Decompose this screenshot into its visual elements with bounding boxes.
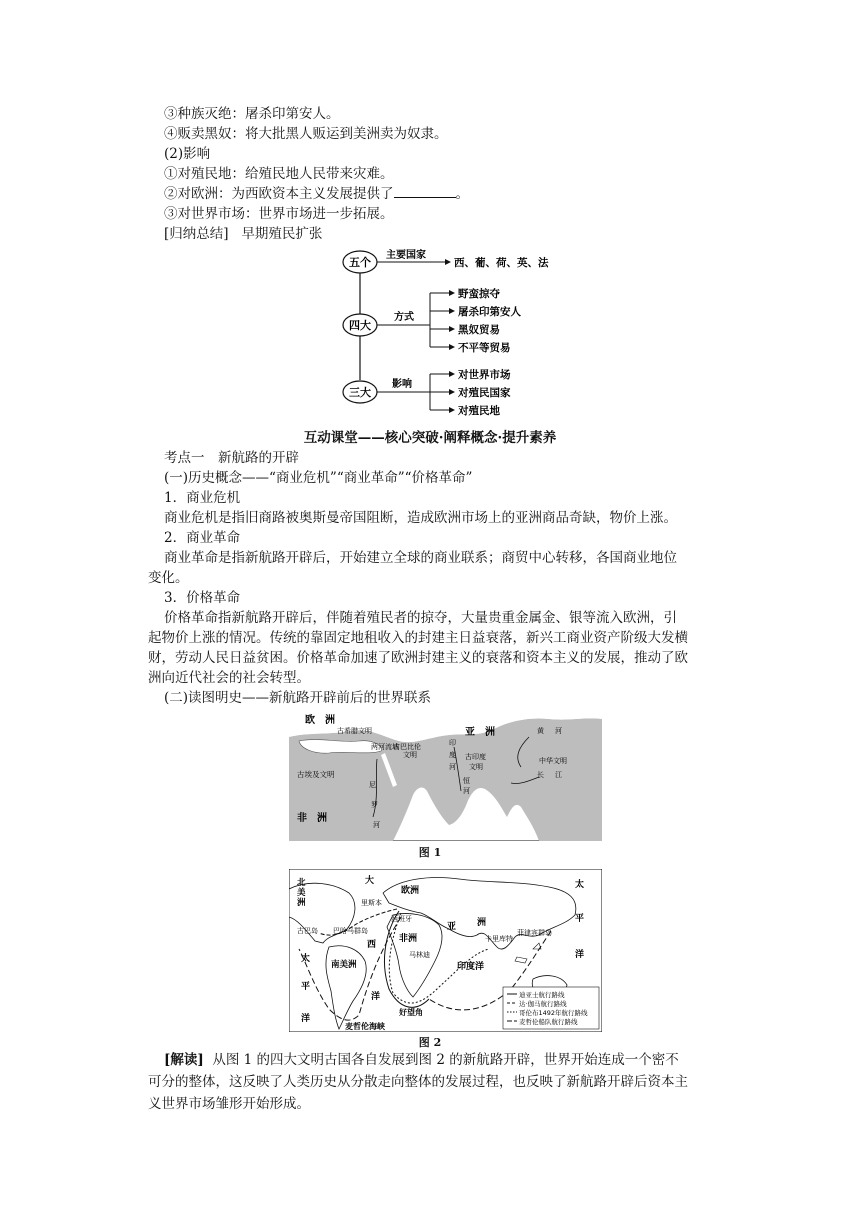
map-label: 印 — [449, 739, 456, 747]
map-label: 河 — [449, 763, 456, 771]
map-label: 古希腊文明 — [337, 727, 372, 735]
legend-label: 麦哲伦船队航行路线 — [519, 1018, 578, 1026]
map-label: 欧洲 — [401, 886, 420, 896]
item-heading: 3．价格革命 — [164, 590, 241, 606]
text-line: (2)影响 — [164, 146, 211, 162]
map-label: 亚 — [447, 922, 457, 932]
map-label: 江 — [555, 771, 562, 779]
map-label: 河 — [555, 727, 562, 735]
map-label: 巴哈马群岛 — [333, 927, 368, 935]
reading-line: 义世界市场雏形开始形成。 — [148, 1096, 310, 1112]
edge-label: 方式 — [394, 312, 414, 323]
map-label: 太 — [301, 954, 311, 964]
output-label: 黑奴贸易 — [458, 324, 500, 336]
map-label: 欧 洲 — [305, 715, 335, 726]
map-label: 洋 — [575, 950, 585, 960]
map-legend — [503, 987, 599, 1029]
node-label: 五个 — [349, 256, 371, 269]
map-label: 马林迪 — [409, 951, 430, 959]
map-label: 好望角 — [399, 1008, 423, 1017]
text-line: ④贩卖黑奴：将大批黑人贩运到美洲卖为奴隶。 — [164, 126, 448, 142]
map-label: 洲 — [477, 918, 487, 928]
output-label: 屠杀印第安人 — [458, 306, 521, 318]
output-label: 野蛮掠夺 — [458, 288, 500, 300]
map-label: 非 洲 — [297, 813, 327, 824]
map-label: 麦哲伦海峡 — [345, 1022, 385, 1031]
node-label: 三大 — [349, 386, 371, 399]
map-label: 大 — [365, 876, 375, 886]
paragraph-line: 商业革命是指新航路开辟后，开始建立全球的商业联系；商贸中心转移，各国商业地位 — [164, 550, 677, 566]
legend-label: 达·伽马航行路线 — [519, 1000, 567, 1008]
reading-line — [164, 1050, 679, 1070]
text-segment: 。 — [455, 186, 469, 202]
map-new-sea-routes — [289, 869, 602, 1032]
summary-line — [164, 224, 322, 244]
text-segment: ②对欧洲：为西欧资本主义发展提供了 — [164, 186, 394, 202]
subsection-title: (二)读图明史——新航路开辟前后的世界联系 — [164, 690, 432, 706]
map-label: 中华文明 — [539, 757, 567, 765]
text-line — [164, 184, 469, 204]
map-label: 古巴岛 — [297, 927, 318, 935]
map-label: 平 — [301, 982, 311, 992]
map-label: 黄 — [537, 727, 544, 735]
topic-title: 考点一 新航路的开辟 — [164, 450, 299, 466]
concept-diagram — [330, 246, 570, 422]
map-label: 里斯本 — [361, 899, 382, 907]
output-label: 不平等贸易 — [458, 342, 511, 354]
map-label: 南美洲 — [331, 960, 357, 970]
reading-text: 从图 1 的四大文明古国各自发展到图 2 的新航路开辟，世界开始连成一个密不 — [212, 1052, 679, 1068]
text-line: ③对世界市场：世界市场进一步拓展。 — [164, 206, 394, 222]
legend-label: 哥伦布1492年航行路线 — [519, 1009, 588, 1017]
figure-caption: 图 2 — [418, 1036, 442, 1049]
reading-tag: [解读] — [164, 1052, 204, 1068]
map-label: 两河流域 — [371, 743, 399, 751]
map-ancient-civilizations — [289, 707, 602, 841]
map-label: 平 — [575, 914, 585, 924]
output-label: 西、葡、荷、英、法 — [454, 257, 549, 269]
fill-blank — [394, 185, 456, 198]
figure-caption: 图 1 — [418, 846, 442, 859]
map-label: 尼 — [369, 781, 376, 789]
map-label: 度 — [449, 751, 456, 759]
paragraph-line: 财，劳动人民日益贫困。价格革命加速了欧洲封建主义的衰落和资本主义的发展，推动了欧 — [148, 650, 688, 666]
map-label: 恒 — [463, 777, 470, 785]
paragraph-line: 变化。 — [148, 570, 189, 586]
map-label: 印度洋 — [457, 962, 485, 972]
edge-label: 影响 — [392, 379, 412, 390]
subsection-title: (一)历史概念——“商业危机”“商业革命”“价格革命” — [164, 470, 473, 486]
legend-label: 迪亚士航行路线 — [519, 991, 565, 999]
map-label: 古巴比伦 — [393, 743, 421, 751]
summary-tag: [归纳总结] — [164, 226, 229, 242]
map-label: 亚 洲 — [465, 727, 495, 738]
map-label: 洋 — [371, 992, 381, 1002]
map-label: 美 — [297, 888, 306, 898]
map-label: 洲 — [297, 898, 306, 908]
map-label: 卡里库特 — [485, 935, 513, 943]
text-line: ①对殖民地：给殖民地人民带来灾难。 — [164, 166, 394, 182]
edge-label: 主要国家 — [386, 250, 426, 261]
reading-line: 可分的整体，这反映了人类历史从分散走向整体的发展过程，也反映了新航路开辟后资本主 — [148, 1074, 688, 1090]
paragraph-line: 价格革命指新航路开辟后，伴随着殖民者的掠夺，大量贵重金属金、银等流入欧洲，引 — [164, 610, 677, 626]
map-label: 北 — [297, 878, 306, 888]
map-label: 洋 — [301, 1014, 311, 1024]
node-label: 四大 — [349, 319, 371, 332]
map-label: 文明 — [469, 763, 483, 771]
map-label: 文明 — [403, 751, 417, 759]
item-heading: 1．商业危机 — [164, 490, 241, 506]
map-label: 河 — [463, 787, 470, 795]
output-label: 对殖民地 — [458, 405, 500, 417]
paragraph-line: 商业危机是指旧商路被奥斯曼帝国阻断，造成欧洲市场上的亚洲商品奇缺，物价上涨。 — [164, 510, 677, 526]
map-label: 河 — [373, 821, 380, 829]
map-label: 古埃及文明 — [297, 770, 335, 779]
map-label: 太 — [575, 880, 585, 890]
paragraph-line: 起物价上涨的情况。传统的靠固定地租收入的封建主日益衰落，新兴工商业资产阶级大发横 — [148, 630, 688, 646]
map-label: 西班牙 — [391, 915, 412, 923]
map-label: 罗 — [371, 801, 378, 809]
output-label: 对殖民国家 — [458, 387, 511, 399]
map-label: 菲律宾群岛 — [517, 929, 552, 937]
map-label: 古印度 — [465, 753, 486, 761]
map-label: 长 — [537, 771, 544, 779]
section-heading: 互动课堂——核心突破·阐释概念·提升素养 — [303, 430, 557, 446]
output-label: 对世界市场 — [458, 369, 511, 381]
text-line: ③种族灭绝：屠杀印第安人。 — [164, 106, 340, 122]
item-heading: 2．商业革命 — [164, 530, 241, 546]
map-label: 西 — [367, 940, 377, 950]
map-label: 非洲 — [399, 934, 418, 944]
paragraph-line: 洲向近代社会的社会转型。 — [148, 670, 310, 686]
summary-title: 早期殖民扩张 — [241, 226, 323, 242]
